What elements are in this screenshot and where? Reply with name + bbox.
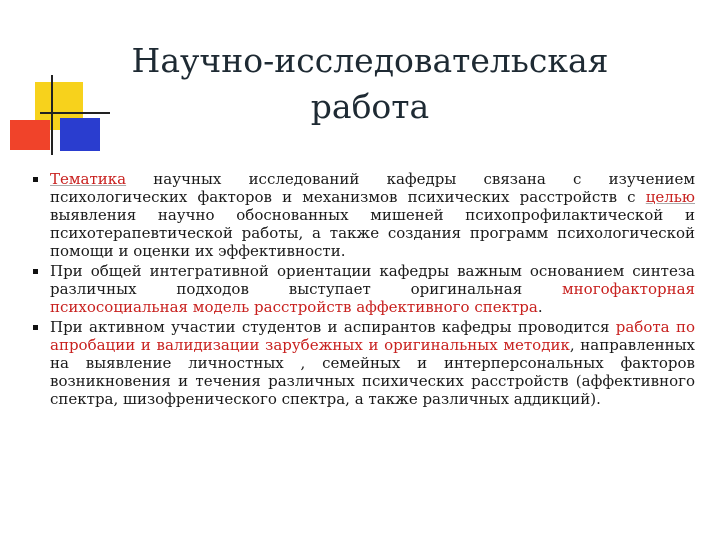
bullet-item-3 bbox=[30, 318, 695, 408]
bullet-square-icon bbox=[33, 325, 38, 330]
bullet-item-2 bbox=[30, 262, 695, 316]
text-part: . bbox=[537, 298, 543, 316]
text-part: целью bbox=[645, 188, 695, 206]
slide-title-line2: работа bbox=[310, 87, 430, 126]
text-part: При активном участии студентов и аспирантов кафедры проводится bbox=[50, 318, 616, 336]
text-part: выявления научно обоснованных мишеней психопрофилактической и психотерапевтической работы, а также создания программ психологической помощи и оценки их эффективности. bbox=[50, 206, 695, 260]
bullet-square-icon bbox=[33, 177, 38, 182]
decor-vertical-line bbox=[51, 75, 53, 155]
text-part: При общей интегративной ориентации кафедры важным основанием синтеза различных подходов выступает оригинальная bbox=[50, 262, 695, 298]
text-part: научных исследований кафедры связана с изучением психологических факторов и механизмов психических расстройств с bbox=[50, 170, 695, 206]
decor-horizontal-line bbox=[40, 112, 110, 114]
bullet-square-icon bbox=[33, 269, 38, 274]
bullet-item-1 bbox=[30, 170, 695, 260]
text-part: многофакторная психосоциальная модель расстройств аффективного спектра bbox=[50, 280, 695, 316]
slide-title bbox=[110, 38, 630, 130]
text-part: , направленных на выявление личностных , семейных и интерперсональных факторов возникновения и течения различных психических расстройств (аффективного спектра, шизофренического спектра, а также различных аддикций). bbox=[50, 336, 696, 408]
slide-title-line1: Научно-исследовательская bbox=[131, 41, 609, 80]
decor-red-square bbox=[10, 120, 50, 150]
text-part: работа по апробации и валидизации зарубежных и оригинальных методик bbox=[50, 318, 695, 354]
bullet-list bbox=[30, 170, 695, 410]
decor-blue-square bbox=[60, 118, 100, 151]
text-part: Тематика bbox=[50, 170, 127, 188]
